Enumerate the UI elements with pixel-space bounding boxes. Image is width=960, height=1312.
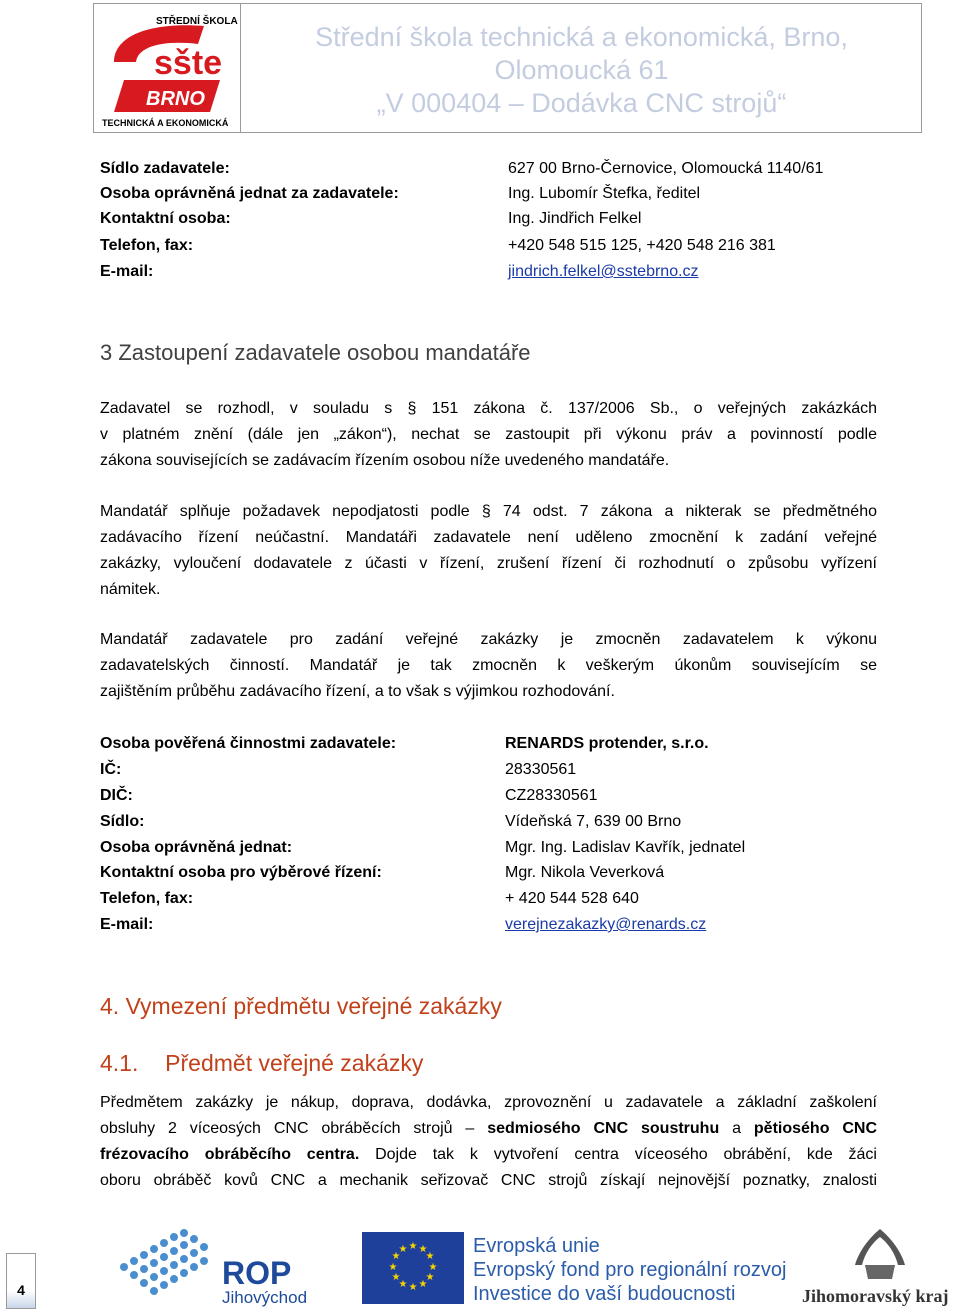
eu-line-3: Investice do vaší budoucnosti	[473, 1283, 736, 1305]
section-3-paragraph-3	[100, 627, 877, 705]
section-3-paragraph-2	[100, 499, 877, 603]
mandatary-label: DIČ:	[100, 787, 133, 804]
svg-text:★: ★	[425, 1272, 435, 1283]
paragraph-line: námitek.	[100, 581, 161, 598]
svg-text:★: ★	[388, 1262, 398, 1273]
mandatary-value: Mgr. Ing. Ladislav Kavřík, jednatel	[505, 839, 746, 856]
mandatary-value: 28330561	[505, 761, 577, 778]
mandatary-label: E-mail:	[100, 916, 154, 933]
mandatary-label: IČ:	[100, 761, 122, 778]
paragraph-line: v platném znění (dále jen „zákon“), nechat se zastoupit při výkonu práv a povinností podle	[100, 426, 877, 443]
info-label: Osoba oprávněná jednat za zadavatele:	[100, 185, 399, 202]
mandatary-label: Osoba pověřená činnostmi zadavatele:	[100, 735, 397, 752]
text-run-bold: pětiosého CNC	[753, 1120, 878, 1137]
mandatary-value: CZ28330561	[505, 787, 598, 804]
eu-flag-icon	[362, 1232, 464, 1304]
paragraph-line: zákona souvisejících se zadávacím řízením osobou níže uvedeného mandatáře.	[100, 452, 670, 469]
paragraph-line: zakázky, vyloučení dodavatele z účasti v řízení, zrušení řízení či rozhodnutí o způsobu vyřízení	[100, 555, 877, 572]
school-logo	[94, 4, 241, 132]
mandatary-label: Osoba oprávněná jednat:	[100, 839, 293, 856]
svg-text:★: ★	[398, 1279, 408, 1290]
paragraph-line: Předmětem zakázky je nákup, doprava, dodávka, zprovoznění u zadavatele a základní zaškolení	[100, 1094, 877, 1111]
header-title	[242, 4, 921, 132]
logo-text-sste: sšte	[154, 44, 223, 82]
svg-text:★: ★	[425, 1251, 435, 1262]
text-run: Dojde tak k vytvoření centra víceosého obrábění, kde žáci	[359, 1146, 877, 1163]
rop-name: ROP	[222, 1255, 292, 1291]
info-label: Sídlo zadavatele:	[100, 160, 230, 177]
svg-text:★: ★	[408, 1241, 418, 1252]
info-value: Ing. Jindřich Felkel	[508, 210, 642, 227]
mandatary-label: Kontaktní osoba pro výběrové řízení:	[100, 864, 382, 881]
mandatary-label: Sídlo:	[100, 813, 145, 830]
text-run: a	[719, 1120, 754, 1137]
header-title-line2: Olomoucká 61	[494, 55, 669, 85]
svg-text:★: ★	[391, 1272, 401, 1283]
paragraph-line: Zadavatel se rozhodl, v souladu s § 151 zákona č. 137/2006 Sb., o veřejných zakázkách	[100, 400, 877, 417]
svg-text:★: ★	[428, 1262, 438, 1273]
mandatary-value: Mgr. Nikola Veverková	[505, 864, 665, 881]
header-title-line3: „V 000404 – Dodávka CNC strojů“	[376, 88, 787, 118]
info-value: +420 548 515 125, +420 548 216 381	[508, 237, 776, 254]
email-link[interactable]: verejnezakazky@renards.cz	[505, 916, 707, 933]
section-4-1-paragraph	[100, 1090, 877, 1194]
info-label: E-mail:	[100, 263, 154, 280]
paragraph-line: zadávacího řízení neúčastní. Mandatáři zadavatele není uděleno zmocnění k zadání veřejné	[100, 529, 877, 546]
email-link[interactable]: jindrich.felkel@sstebrno.cz	[508, 263, 699, 280]
page-number-box	[6, 1253, 36, 1309]
paragraph-line	[100, 1116, 877, 1142]
svg-text:★: ★	[418, 1244, 428, 1255]
region-name: Jihomoravský kraj	[802, 1286, 949, 1306]
text-run-bold: sedmiosého CNC soustruhu	[487, 1120, 720, 1137]
mandatary-value: Vídeňská 7, 639 00 Brno	[505, 813, 682, 830]
logo-text-technical: TECHNICKÁ A EKONOMICKÁ	[102, 118, 229, 128]
mandatary-value: RENARDS protender, s.r.o.	[505, 735, 709, 752]
eu-line-1: Evropská unie	[473, 1235, 600, 1257]
paragraph-line: zadavatelských činností. Mandatář je tak zmocněn k veškerým úkonům souvisejícím se	[100, 657, 877, 674]
paragraph-line: Mandatář splňuje požadavek nepodjatosti podle § 74 odst. 7 zákona a nikterak se předmětného	[100, 503, 877, 520]
rop-region: Jihovýchod	[222, 1288, 308, 1307]
section-4-1-number: 4.1.	[100, 1050, 139, 1076]
section-4-heading: 4. Vymezení předmětu veřejné zakázky	[100, 993, 502, 1019]
paragraph-line	[100, 1142, 877, 1168]
paragraph-line: oboru obráběč kovů CNC a mechanik seřizovač CNC strojů získají nejnovější poznatky, znalosti	[100, 1172, 877, 1189]
section-3-heading: 3 Zastoupení zadavatele osobou mandatáře	[100, 340, 531, 365]
info-value: 627 00 Brno-Černovice, Olomoucká 1140/61	[508, 160, 824, 177]
eu-text-block	[473, 1234, 787, 1306]
logo-text-school: STŘEDNÍ ŠKOLA	[156, 16, 238, 27]
svg-text:★: ★	[418, 1279, 428, 1290]
info-label: Kontaktní osoba:	[100, 210, 231, 227]
section-4-1-title: Předmět veřejné zakázky	[165, 1050, 424, 1076]
eu-line-2: Evropský fond pro regionální rozvoj	[473, 1259, 787, 1281]
mandatary-label: Telefon, fax:	[100, 890, 194, 907]
text-run: obsluhy 2 víceosých CNC obráběcích strojů –	[100, 1120, 488, 1137]
page-number: 4	[17, 1282, 25, 1298]
logo-text-brno: BRNO	[146, 88, 205, 110]
section-3-paragraph-1	[100, 396, 877, 474]
header-title-line1: Střední škola technická a ekonomická, Brno,	[315, 22, 848, 52]
info-value: Ing. Lubomír Štefka, ředitel	[508, 185, 701, 202]
document-header	[93, 3, 922, 133]
mandatary-value: + 420 544 528 640	[505, 890, 639, 907]
svg-text:★: ★	[408, 1282, 418, 1293]
info-label: Telefon, fax:	[100, 237, 194, 254]
svg-text:★: ★	[391, 1251, 401, 1262]
paragraph-line: zajištěním průběhu zadávacího řízení, a to však s výjimkou rozhodování.	[100, 683, 615, 700]
paragraph-line: Mandatář zadavatele pro zadání veřejné zakázky je zmocněn zadavatelem k výkonu	[100, 631, 877, 648]
text-run-bold: frézovacího obráběcího centra.	[100, 1146, 360, 1163]
section-4-1-heading	[100, 1050, 423, 1077]
svg-text:★: ★	[398, 1244, 408, 1255]
